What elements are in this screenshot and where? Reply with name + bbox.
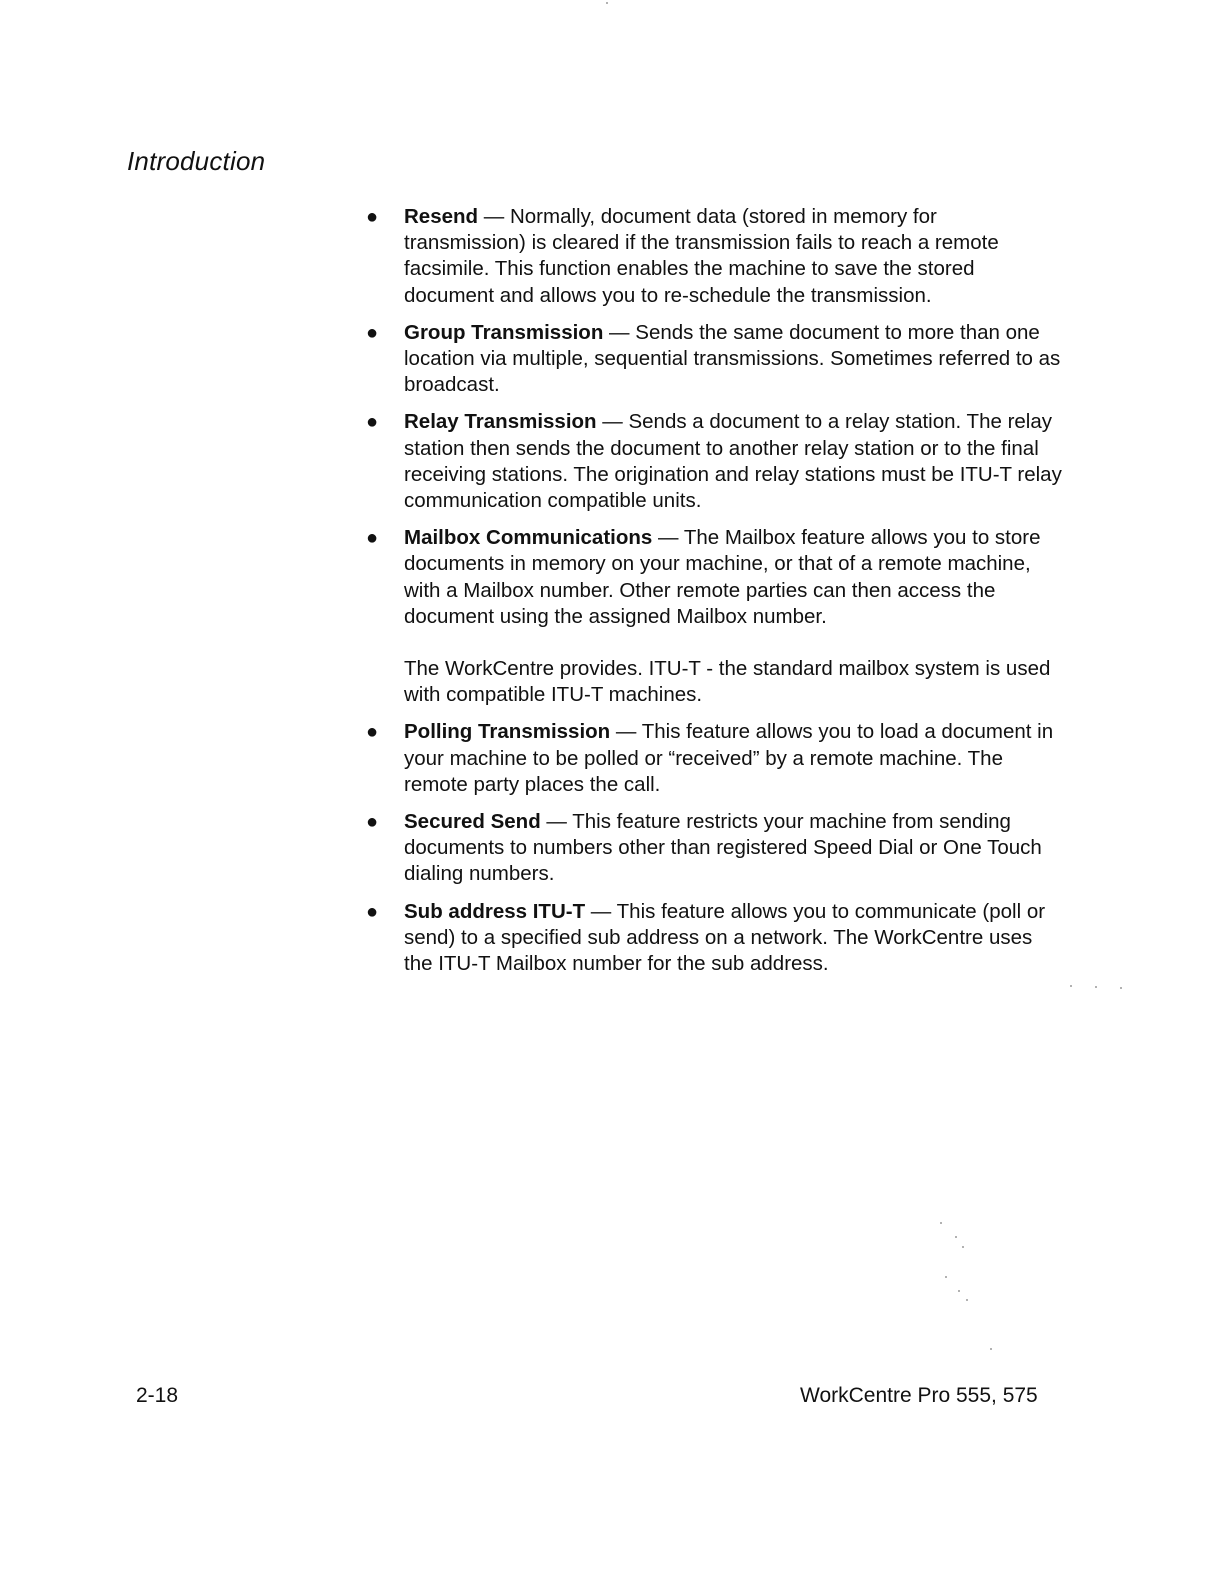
scan-speck <box>940 1222 942 1224</box>
feature-item-group-transmission <box>364 320 1064 399</box>
bullet-icon: ● <box>366 321 379 344</box>
bullet-icon: ● <box>366 721 379 744</box>
feature-item-secured-send <box>364 809 1064 888</box>
feature-description: This feature allows you to communicate (poll or send) to a specified sub address on a network. The WorkCentre uses the ITU-T Mailbox number for the sub address. <box>404 899 1046 976</box>
feature-term: Secured Send <box>404 810 541 834</box>
feature-description: This feature allows you to load a document in your machine to be polled or “received” by a remote machine. The remote party places the call. <box>404 720 1054 796</box>
feature-description: The Mailbox feature allows you to store documents in memory on your machine, or that of a remote machine, with a Mailbox number. Other remote parties can then access the document using the assigned Mailbox number. <box>404 526 1041 628</box>
feature-term: Polling Transmission <box>404 720 611 744</box>
feature-description: Normally, document data (stored in memory for transmission) is cleared if the transmission fails to reach a remote facsimile. This function enables the machine to save the stored document and allows you to re-schedule the transmission. <box>404 205 999 307</box>
feature-separator: — <box>652 526 684 550</box>
feature-term: Relay Transmission <box>404 410 597 434</box>
feature-term: Group Transmission <box>404 320 604 344</box>
bullet-icon: ● <box>366 206 379 228</box>
bullet-icon: ● <box>366 900 379 923</box>
feature-term: Mailbox Communications <box>404 526 653 550</box>
feature-separator: — <box>596 410 629 434</box>
feature-item-relay-transmission <box>364 409 1064 514</box>
feature-item-mailbox-communications <box>364 525 1064 708</box>
scan-speck <box>945 1276 947 1278</box>
feature-separator: — <box>603 320 636 344</box>
bullet-icon: ● <box>366 811 379 834</box>
feature-term: Sub address ITU-T <box>404 899 586 923</box>
page-number: 2-18 <box>136 1384 179 1407</box>
scan-speck <box>1120 987 1122 989</box>
scan-speck <box>955 1236 957 1238</box>
feature-item-sub-address <box>364 899 1064 978</box>
scan-speck <box>606 2 608 4</box>
feature-description: Sends a document to a relay station. The relay station then sends the document to another relay station or to the final receiving stations. The origination and relay stations must be ITU-T relay communication compatible units. <box>404 410 1062 513</box>
feature-separator: — <box>585 899 617 923</box>
scan-speck <box>958 1290 960 1292</box>
feature-separator: — <box>540 810 573 834</box>
feature-item-polling-transmission <box>364 719 1064 798</box>
feature-description: Sends the same document to more than one location via multiple, sequential transmissions. Sometimes referred to as broadcast. <box>404 320 1061 397</box>
bullet-icon: ● <box>366 411 379 434</box>
bullet-icon: ● <box>366 527 379 550</box>
scan-speck <box>1095 986 1097 988</box>
feature-item-resend <box>364 204 1064 309</box>
scan-speck <box>966 1299 968 1301</box>
scan-speck <box>962 1246 964 1248</box>
feature-list <box>364 204 1064 988</box>
scan-speck <box>990 1348 992 1350</box>
feature-term: Resend <box>404 205 479 228</box>
section-heading: Introduction <box>127 146 266 176</box>
product-name: WorkCentre Pro 555, 575 <box>800 1384 1038 1407</box>
scan-speck <box>1070 985 1072 987</box>
feature-description: This feature restricts your machine from sending documents to numbers other than registered Speed Dial or One Touch dialing numbers. <box>404 810 1042 886</box>
feature-separator: — <box>478 205 510 228</box>
feature-separator: — <box>610 720 642 744</box>
feature-extra-paragraph: The WorkCentre provides. ITU-T - the standard mailbox system is used with compatible ITU-T machines. <box>404 657 1051 707</box>
